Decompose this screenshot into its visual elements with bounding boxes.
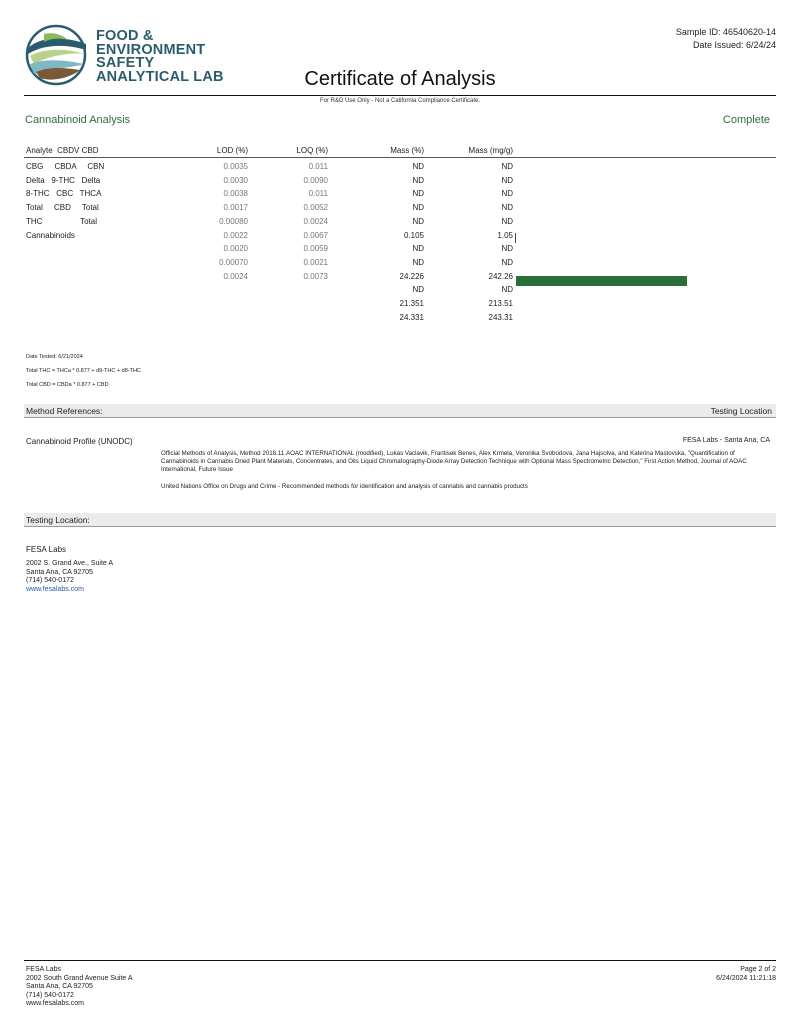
header-analyte-label: Analyte: [26, 146, 53, 155]
analyte-line: Delta 9-THC Delta: [26, 175, 101, 185]
mass-mg-value: 1.05: [497, 230, 513, 240]
mass-pct-value: 21.351: [399, 299, 424, 309]
footer-address-line2: Santa Ana, CA 92705: [26, 983, 93, 990]
analyte-line: THC Total: [26, 216, 97, 226]
mass-bar-small: [515, 233, 516, 243]
logo-line: ENVIRONMENT: [96, 41, 206, 58]
method-references-label: Method References:: [26, 406, 103, 416]
footer-address: [26, 966, 133, 1009]
lab-name: FESA Labs: [26, 545, 67, 554]
document-title: Certificate of Analysis: [304, 68, 496, 90]
lab-website-link[interactable]: www.fesalabs.com: [26, 585, 84, 593]
total-thc-formula: Total THC = THCa * 0.877 + d9-THC + d8-THC: [26, 368, 141, 374]
header-lod: LOD (%): [216, 146, 248, 155]
method-name: Cannabinoid Profile (UNODC): [26, 437, 133, 446]
mass-mg-column: [450, 160, 513, 324]
loq-value: 0.0052: [303, 203, 328, 213]
section-title: Cannabinoid Analysis: [25, 114, 131, 126]
mass-mg-value: ND: [501, 285, 513, 295]
footer-lab-name: FESA Labs: [26, 966, 62, 973]
lod-value: 0.0038: [223, 189, 248, 199]
lod-value: 0.0020: [223, 244, 248, 254]
mass-mg-value: ND: [501, 244, 513, 254]
mass-mg-value: ND: [501, 216, 513, 226]
loq-column: [280, 160, 328, 283]
mass-mg-value: ND: [501, 175, 513, 185]
mass-pct-value: ND: [412, 203, 424, 213]
logo-line: ANALYTICAL LAB: [96, 68, 224, 85]
total-cbd-formula: Total CBD = CBDa * 0.877 + CBD: [26, 382, 109, 388]
lab-phone: (714) 540-0172: [26, 577, 74, 584]
logo-line: FOOD &: [96, 28, 154, 44]
mass-pct-value: ND: [412, 257, 424, 267]
testing-location-label: Testing Location:: [26, 515, 90, 525]
date-issued: Date Issued: 6/24/24: [692, 40, 776, 50]
mass-pct-value: 24.226: [399, 271, 424, 281]
lod-value: 0.00080: [219, 216, 248, 226]
title-divider: [24, 95, 776, 96]
loq-value: 0.0059: [303, 244, 328, 254]
mass-pct-value: ND: [412, 285, 424, 295]
loq-value: 0.0090: [303, 175, 328, 185]
mass-mg-value: 213.51: [488, 299, 513, 309]
mass-pct-value: ND: [412, 189, 424, 199]
mass-pct-value: ND: [412, 216, 424, 226]
lab-address: [26, 560, 113, 594]
lod-value: 0.0017: [223, 203, 248, 213]
mass-mg-value: 243.31: [488, 312, 513, 322]
logo-line: SAFETY: [96, 55, 155, 71]
loq-value: 0.0073: [303, 271, 328, 281]
lod-value: 0.0035: [223, 162, 248, 171]
analysis-notes: [26, 350, 141, 392]
method-location: FESA Labs - Santa Ana, CA: [682, 437, 770, 444]
lod-column: [200, 160, 248, 283]
document-subtitle: For R&D Use Only - Not a California Compliance Certificate.: [319, 98, 481, 104]
analyte-line: Cannabinoids: [26, 230, 75, 240]
mass-pct-value: 24.331: [399, 312, 424, 322]
section-status: Complete: [722, 114, 770, 126]
sample-info: [676, 26, 776, 52]
testing-location-header: Testing Location: [710, 406, 772, 416]
table-header-divider: [24, 157, 776, 158]
analyte-line: CBG CBDA CBN: [26, 162, 105, 171]
mass-pct-value: ND: [412, 244, 424, 254]
analyte-line: 8-THC CBC THCA: [26, 189, 102, 199]
footer-page-info: [716, 966, 776, 983]
footer-phone: (714) 540-0172: [26, 991, 74, 999]
loq-value: 0.0021: [303, 257, 328, 267]
page-number: Page 2 of 2: [740, 966, 776, 973]
header-mass-mg: Mass (mg/g): [468, 146, 513, 155]
lod-value: 0.0022: [223, 230, 248, 240]
footer-website: www.fesalabs.com: [26, 1000, 84, 1007]
mass-mg-value: ND: [501, 189, 513, 199]
analyte-line: Total CBD Total: [26, 203, 99, 213]
mass-mg-value: ND: [501, 162, 513, 171]
mass-bar-large: [516, 276, 687, 286]
mass-mg-value: ND: [501, 257, 513, 267]
loq-value: 0.011: [308, 162, 328, 171]
header-analyte: [26, 146, 98, 155]
mass-pct-column: [370, 160, 424, 324]
method-description-unodc: United Nations Office on Drugs and Crime - Recommended methods for identification and analysis of cannabis and cannabis products: [161, 483, 528, 490]
header-mass-pct: Mass (%): [390, 146, 424, 155]
lod-value: 0.00070: [219, 257, 248, 267]
method-references-band: [24, 404, 776, 418]
mass-pct-value: ND: [412, 162, 424, 171]
header-analyte-extra: CBDV CBD: [57, 146, 99, 155]
lab-address-line1: 2002 S. Grand Ave., Suite A: [26, 560, 114, 567]
footer-divider: [24, 960, 776, 961]
header-loq: LOQ (%): [296, 146, 328, 155]
analyte-column: [26, 160, 104, 242]
sample-id: Sample ID: 46540620-14: [675, 27, 776, 37]
mass-pct-value: ND: [412, 175, 424, 185]
testing-location-band: [24, 513, 776, 527]
lod-value: 0.0024: [223, 271, 248, 281]
loq-value: 0.0067: [303, 230, 328, 240]
mass-mg-value: ND: [501, 203, 513, 213]
lod-value: 0.0030: [223, 175, 248, 185]
method-description: Official Methods of Analysis, Method 2018.11.AOAC INTERNATIONAL (modified), Lukas Vaclavik, Frantisek Benes, Alex Krmela, Veronika Svobodova, Jana Hajsolva, and Katerina Mastovska, "Quantification of Cannabinoids in Cannabis Dried Plant Materials, Concentrates, and Oils Liquid Chromatography-Diode Array Detection Technique with Optional Mass Spectrometric Detection," First Action Method, Journal of AOAC International, Future Issue: [161, 450, 747, 473]
loq-value: 0.0024: [303, 216, 328, 226]
date-tested: Date Tested: 6/21/2024: [26, 354, 83, 360]
mass-mg-value: 242.26: [488, 271, 513, 281]
loq-value: 0.011: [308, 189, 328, 199]
lab-address-line2: Santa Ana, CA 92705: [26, 568, 93, 576]
footer-address-line1: 2002 South Grand Avenue Suite A: [26, 974, 133, 982]
mass-pct-value: 0.105: [403, 230, 424, 240]
footer-timestamp: 6/24/2024 11:21:18: [716, 974, 776, 982]
